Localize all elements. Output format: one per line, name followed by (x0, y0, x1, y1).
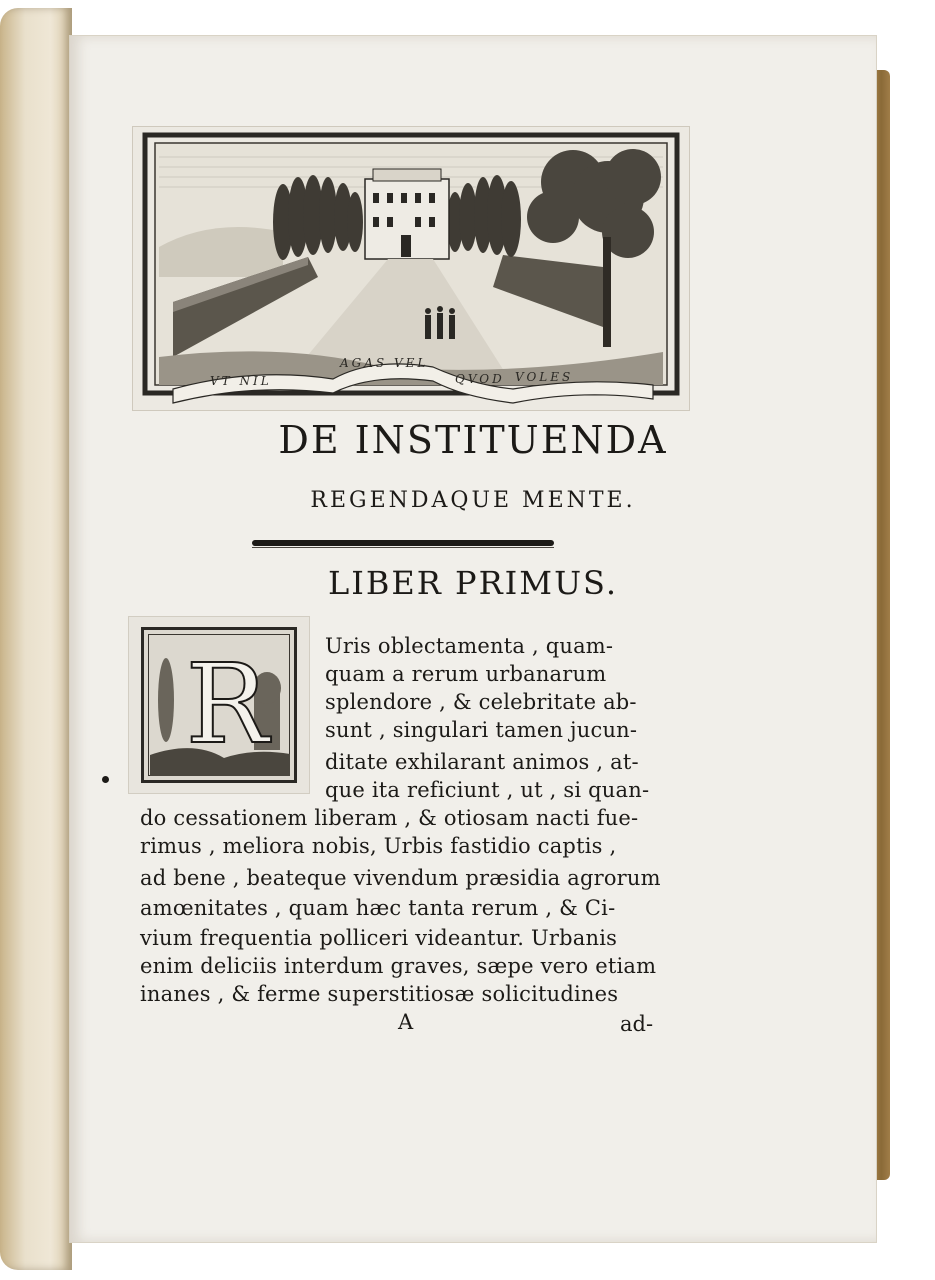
book-heading: LIBER PRIMUS. (328, 564, 618, 602)
text-line: Uris oblectamenta , quam- (325, 634, 614, 658)
text-line: vium frequentia polliceri videantur. Urbanis (140, 926, 618, 950)
vignette-motto (190, 356, 630, 400)
motto-word: QVOD (455, 372, 505, 386)
text-line: inanes , & ferme superstitiosæ solicitudines (140, 982, 619, 1006)
text-line: quam a rerum urbanarum (325, 662, 607, 686)
main-title: DE INSTITUENDA (278, 418, 668, 462)
initial-frame (141, 627, 297, 783)
text-line: do cessationem liberam , & otiosam nacti fue- (140, 806, 639, 830)
left-page-edge (0, 8, 72, 1270)
subtitle: REGENDAQUE MENTE. (310, 488, 636, 513)
text-line: enim deliciis interdum graves, sæpe vero etiam (140, 954, 657, 978)
catchword: ad- (620, 1012, 654, 1036)
text-line: que ita reficiunt , ut , si quan- (325, 778, 650, 802)
drop-cap-letter: R (185, 640, 269, 768)
text-line: ditate exhilarant animos , at- (325, 750, 639, 774)
ornamental-rule (252, 540, 554, 546)
text-line: sunt , singulari tamen jucun- (325, 718, 638, 742)
motto-word: VOLES (515, 370, 574, 384)
margin-dot (102, 776, 109, 783)
motto-word: VT NIL (210, 374, 272, 388)
text-line: splendore , & celebritate ab- (325, 690, 637, 714)
decorated-initial (128, 616, 310, 794)
motto-word: AGAS VEL (340, 356, 429, 370)
text-line: ad bene , beateque vivendum præsidia agrorum (140, 866, 661, 890)
signature-mark: A (398, 1010, 414, 1034)
text-line: rimus , meliora nobis, Urbis fastidio captis , (140, 834, 617, 858)
text-line: amœnitates , quam hæc tanta rerum , & Ci- (140, 896, 616, 920)
